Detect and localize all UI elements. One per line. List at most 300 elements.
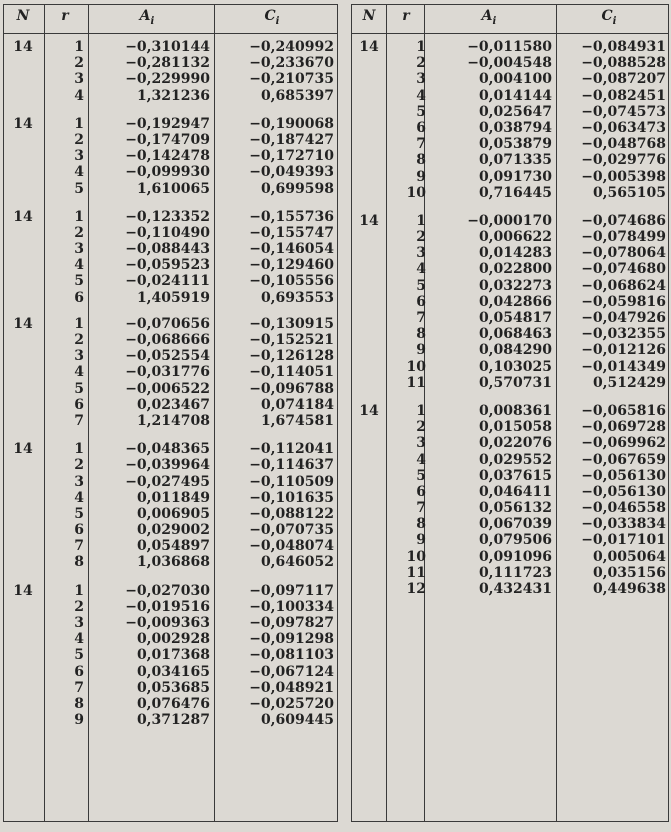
row-index-cell: 1 bbox=[74, 441, 84, 458]
row-index-cell: 3 bbox=[416, 435, 426, 452]
table-group bbox=[4, 209, 337, 306]
row-index-cell: 3 bbox=[74, 241, 84, 258]
c-value-cell: −0,074680 bbox=[581, 261, 666, 278]
header-c-sub: i bbox=[275, 15, 280, 27]
a-value-cell: −0,070656 bbox=[125, 315, 210, 332]
a-value-cell: −0,004548 bbox=[467, 55, 552, 72]
c-value-cell: −0,233670 bbox=[249, 55, 334, 72]
a-value-cell: −0,123352 bbox=[125, 208, 210, 225]
table-row bbox=[352, 185, 668, 201]
table-row bbox=[352, 549, 668, 565]
header-a bbox=[84, 8, 210, 27]
c-value-cell: −0,029776 bbox=[581, 152, 666, 169]
row-index-cell: 3 bbox=[416, 71, 426, 88]
a-value-cell: −0,192947 bbox=[125, 115, 210, 132]
c-value-cell: −0,129460 bbox=[249, 257, 334, 274]
c-value-cell: −0,048921 bbox=[249, 679, 334, 696]
c-value-cell: 0,035156 bbox=[592, 564, 666, 581]
left-table bbox=[3, 4, 338, 822]
table-row bbox=[352, 484, 668, 500]
a-value-cell: −0,048365 bbox=[125, 441, 210, 458]
row-index-cell: 4 bbox=[74, 631, 84, 648]
a-value-cell: 0,023467 bbox=[136, 396, 210, 413]
table-row bbox=[4, 39, 337, 55]
table-row bbox=[4, 132, 337, 148]
table-row bbox=[4, 88, 337, 104]
table-group bbox=[352, 39, 668, 201]
c-value-cell: −0,130915 bbox=[249, 315, 334, 332]
row-index-cell: 8 bbox=[74, 695, 84, 712]
c-value-cell: 0,685397 bbox=[260, 87, 334, 104]
c-value-cell: −0,087207 bbox=[581, 71, 666, 88]
a-value-cell: −0,099930 bbox=[125, 164, 210, 181]
table-row bbox=[352, 468, 668, 484]
table-row bbox=[352, 565, 668, 581]
c-value-cell: −0,069728 bbox=[581, 419, 666, 436]
a-value-cell: 1,405919 bbox=[136, 289, 210, 306]
c-value-cell: −0,172710 bbox=[249, 148, 334, 165]
table-row bbox=[4, 474, 337, 490]
c-value-cell: −0,074573 bbox=[581, 103, 666, 120]
a-value-cell: −0,024111 bbox=[125, 273, 210, 290]
group-n-cell: 14 bbox=[13, 441, 33, 458]
table-row bbox=[4, 664, 337, 680]
row-index-cell: 2 bbox=[416, 229, 426, 246]
c-value-cell: −0,110509 bbox=[249, 473, 334, 490]
row-index-cell: 7 bbox=[74, 538, 84, 555]
a-value-cell: −0,088443 bbox=[125, 241, 210, 258]
a-value-cell: 0,371287 bbox=[136, 712, 210, 729]
c-value-cell: 0,699598 bbox=[260, 180, 334, 197]
c-value-cell: −0,033834 bbox=[581, 516, 666, 533]
table-row bbox=[4, 441, 337, 457]
table-row bbox=[4, 647, 337, 663]
c-value-cell: 0,449638 bbox=[592, 581, 666, 597]
row-index-cell: 7 bbox=[74, 412, 84, 429]
c-value-cell: −0,025720 bbox=[249, 695, 334, 712]
table-row bbox=[4, 181, 337, 197]
row-index-cell: 4 bbox=[416, 261, 426, 278]
c-value-cell: −0,091298 bbox=[249, 631, 334, 648]
c-value-cell: −0,074686 bbox=[581, 212, 666, 229]
c-value-cell: −0,048074 bbox=[249, 538, 334, 555]
c-value-cell: 0,005064 bbox=[592, 548, 666, 565]
row-index-cell: 2 bbox=[74, 332, 84, 348]
c-value-cell: −0,084931 bbox=[581, 39, 666, 55]
table-row bbox=[352, 532, 668, 548]
a-value-cell: −0,027030 bbox=[125, 582, 210, 599]
row-index-cell: 4 bbox=[74, 489, 84, 506]
table-row bbox=[352, 403, 668, 419]
row-index-cell: 7 bbox=[416, 136, 426, 153]
table-row bbox=[4, 116, 337, 132]
row-index-cell: 3 bbox=[74, 71, 84, 88]
c-value-cell: −0,097827 bbox=[249, 615, 334, 631]
table-row bbox=[4, 680, 337, 696]
header-a-sub: i bbox=[492, 15, 497, 27]
a-value-cell: 0,032273 bbox=[478, 277, 552, 294]
table-row bbox=[4, 257, 337, 273]
c-value-cell: −0,056130 bbox=[581, 483, 666, 500]
table-row bbox=[4, 397, 337, 413]
a-value-cell: 0,103025 bbox=[478, 358, 552, 375]
table-row bbox=[4, 148, 337, 164]
a-value-cell: −0,142478 bbox=[125, 148, 210, 165]
a-value-cell: 0,053685 bbox=[136, 679, 210, 696]
group-n-cell: 14 bbox=[359, 212, 379, 229]
a-value-cell: 0,006622 bbox=[478, 229, 552, 246]
a-value-cell: 0,054817 bbox=[478, 310, 552, 326]
row-index-cell: 1 bbox=[74, 208, 84, 225]
table-row bbox=[4, 554, 337, 570]
row-index-cell: 1 bbox=[416, 39, 426, 55]
c-value-cell: −0,049393 bbox=[249, 164, 334, 181]
table-row bbox=[4, 599, 337, 615]
c-value-cell: −0,048768 bbox=[581, 136, 666, 153]
header-a-label: A bbox=[139, 8, 151, 24]
header-a-label: A bbox=[481, 8, 493, 24]
a-value-cell: 1,214708 bbox=[136, 412, 210, 429]
c-value-cell: −0,005398 bbox=[581, 168, 666, 185]
a-value-cell: 0,014144 bbox=[478, 87, 552, 104]
a-value-cell: 0,076476 bbox=[136, 695, 210, 712]
row-index-cell: 6 bbox=[74, 663, 84, 680]
row-index-cell: 7 bbox=[74, 679, 84, 696]
a-value-cell: 0,015058 bbox=[478, 419, 552, 436]
a-value-cell: 0,034165 bbox=[136, 663, 210, 680]
a-value-cell: 0,432431 bbox=[478, 581, 552, 597]
a-value-cell: 0,079506 bbox=[478, 532, 552, 549]
group-n-cell: 14 bbox=[13, 39, 33, 55]
table-row bbox=[4, 615, 337, 631]
row-index-cell: 5 bbox=[74, 505, 84, 522]
table-row bbox=[352, 516, 668, 532]
header-c-sub: i bbox=[612, 15, 617, 27]
c-value-cell: −0,114637 bbox=[249, 457, 334, 474]
row-index-cell: 9 bbox=[416, 342, 426, 359]
table-row bbox=[4, 71, 337, 87]
row-index-cell: 9 bbox=[416, 532, 426, 549]
row-index-cell: 8 bbox=[416, 326, 426, 343]
a-value-cell: −0,000170 bbox=[467, 212, 552, 229]
c-value-cell: −0,126128 bbox=[249, 348, 334, 365]
a-value-cell: 0,042866 bbox=[478, 293, 552, 310]
table-row bbox=[352, 213, 668, 229]
table-row bbox=[4, 241, 337, 257]
c-value-cell: −0,067659 bbox=[581, 451, 666, 468]
row-index-cell: 2 bbox=[74, 131, 84, 148]
row-index-cell: 1 bbox=[74, 582, 84, 599]
c-value-cell: −0,067124 bbox=[249, 663, 334, 680]
row-index-cell: 5 bbox=[416, 467, 426, 484]
c-value-cell: −0,152521 bbox=[249, 332, 334, 348]
a-value-cell: 0,014283 bbox=[478, 245, 552, 262]
c-value-cell: −0,078064 bbox=[581, 245, 666, 262]
c-value-cell: −0,240992 bbox=[249, 39, 334, 55]
a-value-cell: 0,002928 bbox=[136, 631, 210, 648]
table-row bbox=[4, 225, 337, 241]
row-index-cell: 3 bbox=[74, 148, 84, 165]
row-index-cell: 7 bbox=[416, 500, 426, 517]
group-n-cell: 14 bbox=[359, 402, 379, 419]
a-value-cell: 1,610065 bbox=[136, 180, 210, 197]
table-row bbox=[4, 583, 337, 599]
a-value-cell: 0,046411 bbox=[478, 483, 552, 500]
row-index-cell: 7 bbox=[416, 310, 426, 326]
a-value-cell: 0,022076 bbox=[478, 435, 552, 452]
table-group bbox=[352, 213, 668, 391]
row-index-cell: 5 bbox=[74, 380, 84, 397]
row-index-cell: 4 bbox=[74, 364, 84, 381]
right-table-body bbox=[352, 39, 668, 606]
table-row bbox=[352, 342, 668, 358]
a-value-cell: −0,281132 bbox=[125, 55, 210, 72]
table-group bbox=[4, 441, 337, 571]
row-index-cell: 8 bbox=[74, 554, 84, 571]
c-value-cell: −0,059816 bbox=[581, 293, 666, 310]
table-row bbox=[352, 375, 668, 391]
table-row bbox=[4, 332, 337, 348]
a-value-cell: −0,174709 bbox=[125, 131, 210, 148]
a-value-cell: 0,091730 bbox=[478, 168, 552, 185]
c-value-cell: −0,068624 bbox=[581, 277, 666, 294]
table-row bbox=[4, 538, 337, 554]
table-row bbox=[352, 278, 668, 294]
a-value-cell: 0,716445 bbox=[478, 184, 552, 201]
a-value-cell: 0,022800 bbox=[478, 261, 552, 278]
a-value-cell: −0,059523 bbox=[125, 257, 210, 274]
table-row bbox=[4, 364, 337, 380]
table-row bbox=[352, 326, 668, 342]
row-index-cell: 3 bbox=[74, 348, 84, 365]
header-r: r bbox=[402, 8, 410, 24]
row-index-cell: 3 bbox=[74, 473, 84, 490]
c-value-cell: 0,074184 bbox=[260, 396, 334, 413]
table-row bbox=[4, 490, 337, 506]
table-row bbox=[4, 209, 337, 225]
table-row bbox=[352, 71, 668, 87]
c-value-cell: 1,674581 bbox=[260, 412, 334, 429]
a-value-cell: 0,029002 bbox=[136, 522, 210, 539]
group-n-cell: 14 bbox=[13, 115, 33, 132]
a-value-cell: 0,111723 bbox=[478, 564, 552, 581]
a-value-cell: 0,017368 bbox=[136, 647, 210, 664]
row-index-cell: 11 bbox=[406, 374, 426, 391]
table-row bbox=[352, 500, 668, 516]
row-index-cell: 1 bbox=[74, 315, 84, 332]
table-row bbox=[352, 294, 668, 310]
group-n-cell: 14 bbox=[13, 582, 33, 599]
row-index-cell: 10 bbox=[406, 548, 426, 565]
table-header bbox=[4, 5, 337, 34]
table-group bbox=[4, 116, 337, 197]
table-row bbox=[4, 381, 337, 397]
table-row bbox=[4, 413, 337, 429]
row-index-cell: 9 bbox=[74, 712, 84, 729]
c-value-cell: −0,114051 bbox=[249, 364, 334, 381]
table-group bbox=[4, 39, 337, 104]
table-row bbox=[4, 348, 337, 364]
c-value-cell: −0,187427 bbox=[249, 131, 334, 148]
c-value-cell: −0,088528 bbox=[581, 55, 666, 72]
row-index-cell: 5 bbox=[74, 647, 84, 664]
table-row bbox=[352, 88, 668, 104]
c-value-cell: −0,101635 bbox=[249, 489, 334, 506]
a-value-cell: −0,019516 bbox=[125, 598, 210, 615]
table-row bbox=[352, 310, 668, 326]
c-value-cell: −0,046558 bbox=[581, 500, 666, 517]
header-c-label: C bbox=[264, 8, 276, 24]
c-value-cell: −0,155747 bbox=[249, 224, 334, 241]
table-group bbox=[4, 316, 337, 429]
a-value-cell: 0,011849 bbox=[136, 489, 210, 506]
group-n-cell: 14 bbox=[13, 208, 33, 225]
table-row bbox=[352, 419, 668, 435]
row-index-cell: 3 bbox=[74, 615, 84, 631]
a-value-cell: −0,229990 bbox=[125, 71, 210, 88]
row-index-cell: 11 bbox=[406, 564, 426, 581]
table-row bbox=[352, 261, 668, 277]
table-header bbox=[352, 5, 668, 34]
c-value-cell: −0,012126 bbox=[581, 342, 666, 359]
table-row bbox=[352, 435, 668, 451]
row-index-cell: 1 bbox=[74, 39, 84, 55]
c-value-cell: −0,155736 bbox=[249, 208, 334, 225]
a-value-cell: 0,091096 bbox=[478, 548, 552, 565]
header-r: r bbox=[61, 8, 69, 24]
table-row bbox=[352, 359, 668, 375]
row-index-cell: 1 bbox=[416, 402, 426, 419]
header-n: N bbox=[16, 8, 30, 24]
header-n: N bbox=[362, 8, 376, 24]
c-value-cell: −0,112041 bbox=[249, 441, 334, 458]
row-index-cell: 2 bbox=[74, 598, 84, 615]
table-row bbox=[352, 120, 668, 136]
table-row bbox=[4, 290, 337, 306]
row-index-cell: 6 bbox=[416, 119, 426, 136]
row-index-cell: 6 bbox=[74, 522, 84, 539]
a-value-cell: 0,570731 bbox=[478, 374, 552, 391]
left-table-body bbox=[4, 39, 337, 737]
row-index-cell: 6 bbox=[416, 483, 426, 500]
row-index-cell: 4 bbox=[74, 257, 84, 274]
group-n-cell: 14 bbox=[359, 39, 379, 55]
a-value-cell: −0,009363 bbox=[125, 615, 210, 631]
c-value-cell: −0,017101 bbox=[581, 532, 666, 549]
a-value-cell: 0,004100 bbox=[478, 71, 552, 88]
row-index-cell: 5 bbox=[416, 103, 426, 120]
c-value-cell: −0,081103 bbox=[249, 647, 334, 664]
row-index-cell: 2 bbox=[74, 224, 84, 241]
table-row bbox=[352, 136, 668, 152]
row-index-cell: 4 bbox=[74, 87, 84, 104]
row-index-cell: 9 bbox=[416, 168, 426, 185]
c-value-cell: −0,069962 bbox=[581, 435, 666, 452]
table-row bbox=[352, 245, 668, 261]
c-value-cell: −0,078499 bbox=[581, 229, 666, 246]
row-index-cell: 2 bbox=[74, 457, 84, 474]
a-value-cell: 0,071335 bbox=[478, 152, 552, 169]
row-index-cell: 2 bbox=[416, 55, 426, 72]
c-value-cell: −0,032355 bbox=[581, 326, 666, 343]
row-index-cell: 2 bbox=[416, 419, 426, 436]
table-row bbox=[352, 39, 668, 55]
table-row bbox=[352, 55, 668, 71]
table-group bbox=[4, 583, 337, 729]
c-value-cell: 0,512429 bbox=[592, 374, 666, 391]
c-value-cell: −0,063473 bbox=[581, 119, 666, 136]
c-value-cell: −0,105556 bbox=[249, 273, 334, 290]
a-value-cell: −0,110490 bbox=[125, 224, 210, 241]
table-row bbox=[4, 55, 337, 71]
c-value-cell: −0,056130 bbox=[581, 467, 666, 484]
table-row bbox=[352, 169, 668, 185]
row-index-cell: 4 bbox=[74, 164, 84, 181]
row-index-cell: 5 bbox=[74, 273, 84, 290]
row-index-cell: 5 bbox=[416, 277, 426, 294]
a-value-cell: 0,068463 bbox=[478, 326, 552, 343]
a-value-cell: −0,039964 bbox=[125, 457, 210, 474]
c-value-cell: −0,096788 bbox=[249, 380, 334, 397]
row-index-cell: 6 bbox=[74, 289, 84, 306]
c-value-cell: −0,014349 bbox=[581, 358, 666, 375]
table-row bbox=[4, 696, 337, 712]
table-row bbox=[352, 452, 668, 468]
row-index-cell: 6 bbox=[416, 293, 426, 310]
table-row bbox=[4, 631, 337, 647]
c-value-cell: −0,070735 bbox=[249, 522, 334, 539]
table-row bbox=[352, 229, 668, 245]
a-value-cell: 0,008361 bbox=[478, 402, 552, 419]
row-index-cell: 10 bbox=[406, 184, 426, 201]
a-value-cell: −0,011580 bbox=[467, 39, 552, 55]
a-value-cell: 1,321236 bbox=[136, 87, 210, 104]
table-row bbox=[4, 522, 337, 538]
a-value-cell: 0,037615 bbox=[478, 467, 552, 484]
header-c-label: C bbox=[601, 8, 613, 24]
table-row bbox=[352, 152, 668, 168]
row-index-cell: 4 bbox=[416, 451, 426, 468]
c-value-cell: 0,565105 bbox=[592, 184, 666, 201]
table-row bbox=[4, 712, 337, 728]
group-n-cell: 14 bbox=[13, 315, 33, 332]
row-index-cell: 1 bbox=[74, 115, 84, 132]
table-row bbox=[352, 581, 668, 597]
a-value-cell: 0,006905 bbox=[136, 505, 210, 522]
c-value-cell: −0,082451 bbox=[581, 87, 666, 104]
c-value-cell: 0,693553 bbox=[260, 289, 334, 306]
c-value-cell: −0,190068 bbox=[249, 115, 334, 132]
c-value-cell: −0,146054 bbox=[249, 241, 334, 258]
row-index-cell: 5 bbox=[74, 180, 84, 197]
c-value-cell: 0,646052 bbox=[260, 554, 334, 571]
a-value-cell: −0,027495 bbox=[125, 473, 210, 490]
a-value-cell: 1,036868 bbox=[136, 554, 210, 571]
table-row bbox=[4, 457, 337, 473]
c-value-cell: −0,088122 bbox=[249, 505, 334, 522]
header-a bbox=[426, 8, 552, 27]
a-value-cell: −0,006522 bbox=[125, 380, 210, 397]
row-index-cell: 3 bbox=[416, 245, 426, 262]
row-index-cell: 1 bbox=[416, 212, 426, 229]
row-index-cell: 4 bbox=[416, 87, 426, 104]
a-value-cell: −0,310144 bbox=[125, 39, 210, 55]
a-value-cell: 0,084290 bbox=[478, 342, 552, 359]
c-value-cell: 0,609445 bbox=[260, 712, 334, 729]
c-value-cell: −0,100334 bbox=[249, 598, 334, 615]
header-c bbox=[552, 8, 666, 27]
table-row bbox=[352, 104, 668, 120]
